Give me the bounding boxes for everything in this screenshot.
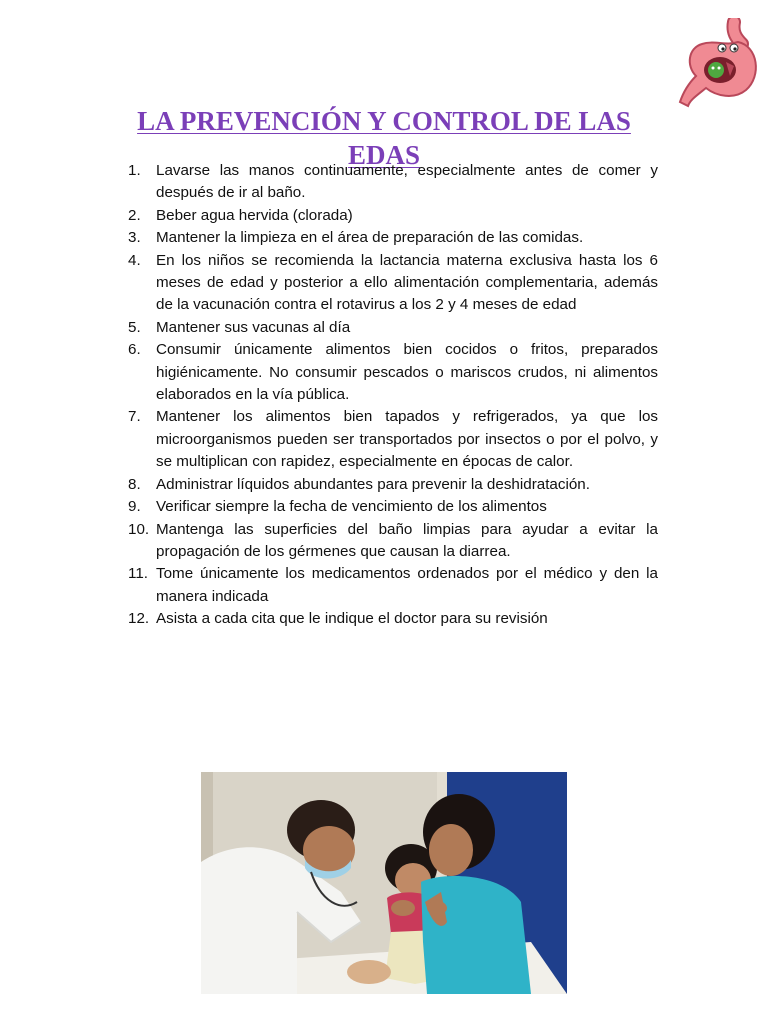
prevention-list bbox=[128, 160, 658, 631]
list-item: 9. Verificar siempre la fecha de vencimiento de los alimentos bbox=[128, 498, 547, 516]
stomach-icon bbox=[676, 18, 762, 110]
page-title-line-1: LA PREVENCIÓN Y CONTROL DE LAS bbox=[137, 106, 631, 137]
page-title-line-2: EDAS bbox=[347, 140, 421, 171]
list-item: 12. Asista a cada cita que le indique el doctor para su revisión bbox=[128, 610, 548, 628]
list-item: 11. Tome únicamente los medicamentos ordenados por el médico y den la manera indicada bbox=[128, 565, 658, 605]
list-item: 6. Consumir únicamente alimentos bien cocidos o fritos, preparados higiénicamente. No consumir pescados o mariscos crudos, ni alimentos elaborados en la vía pública. bbox=[128, 341, 658, 404]
list-item: 1. Lavarse las manos continuamente, especialmente antes de comer y después de ir al baño. bbox=[128, 162, 658, 202]
list-item: 4. En los niños se recomienda la lactancia materna exclusiva hasta los 6 meses de edad y posterior a ello alimentación complementaria, además de la vacunación contra el rotavirus a los 2 y 4 meses de edad bbox=[128, 251, 658, 314]
list-item: 7. Mantener los alimentos bien tapados y refrigerados, ya que los microorganismos pueden ser transportados por insectos o por el polvo, y se multiplican con rapidez, especialmente en épocas de calor. bbox=[128, 408, 658, 471]
list-item: 5. Mantener sus vacunas al día bbox=[128, 318, 351, 336]
list-item: 10. Mantenga las superficies del baño limpias para ayudar a evitar la propagación de los gérmenes que causan la diarrea. bbox=[128, 520, 658, 560]
list-item: 2. Beber agua hervida (clorada) bbox=[128, 206, 353, 224]
doctor-examining-child-photo bbox=[201, 772, 567, 994]
list-item: 3. Mantener la limpieza en el área de preparación de las comidas. bbox=[128, 229, 584, 247]
list-item: 8. Administrar líquidos abundantes para prevenir la deshidratación. bbox=[128, 475, 590, 493]
